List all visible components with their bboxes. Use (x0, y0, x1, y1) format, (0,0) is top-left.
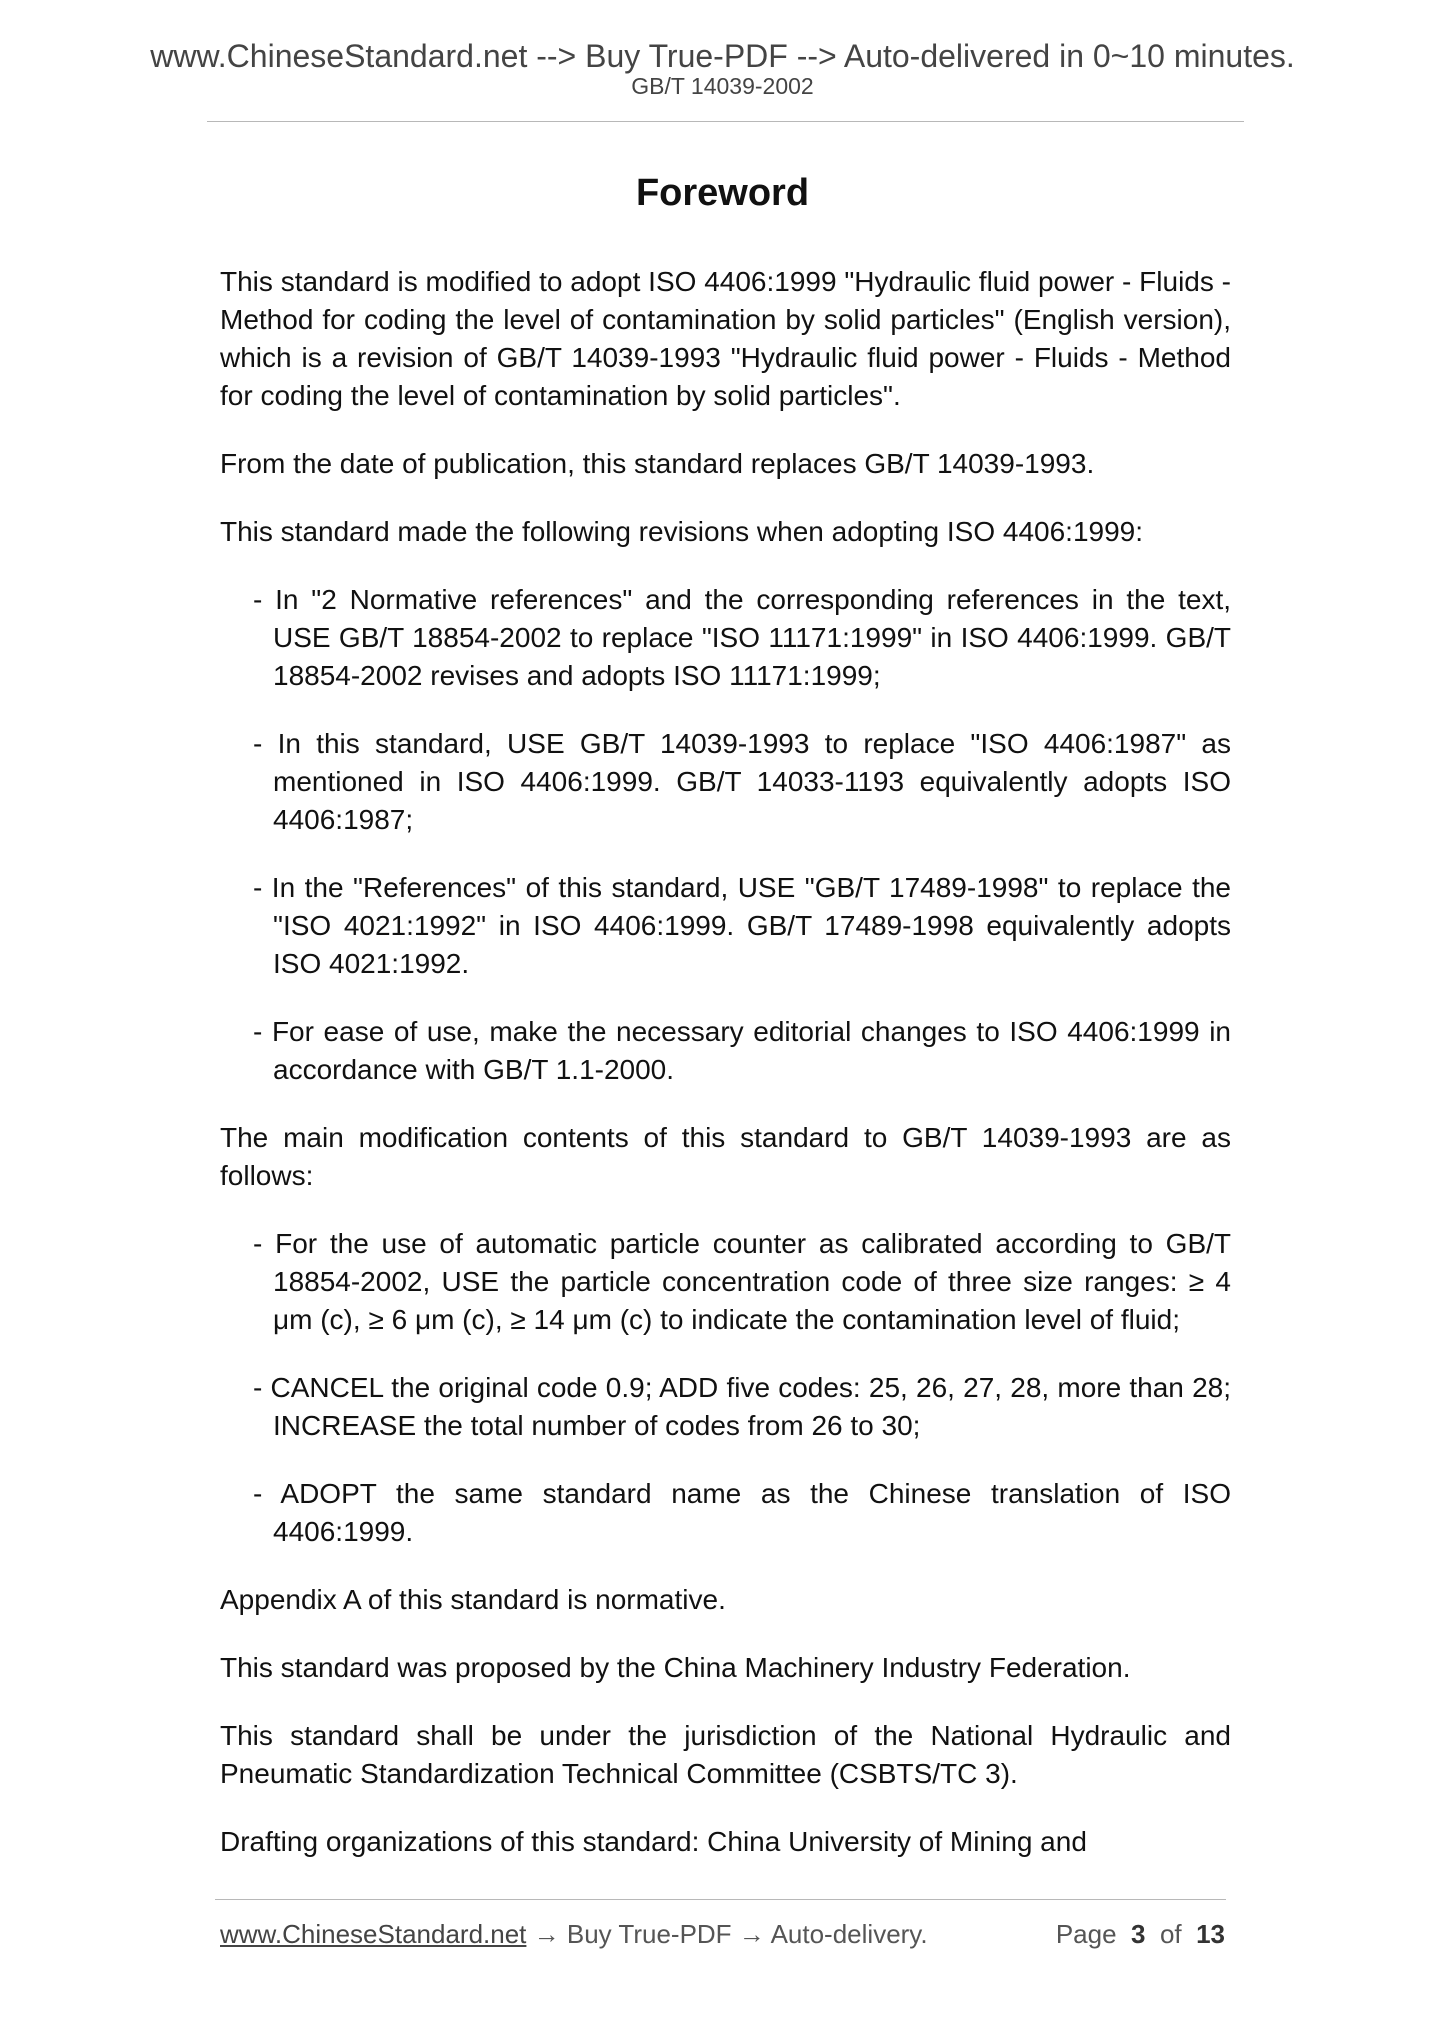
revision-item: - For ease of use, make the necessary editorial changes to ISO 4406:1999 in accordance with GB/T 1.1-2000. (253, 1016, 1231, 1085)
modification-item: - ADOPT the same standard name as the Chinese translation of ISO 4406:1999. (253, 1478, 1231, 1547)
of-label: of (1159, 1919, 1182, 1949)
page-title: Foreword (635, 172, 810, 214)
paragraph-replacement: From the date of publication, this standard replaces GB/T 14039-1993. (220, 448, 1095, 479)
paragraph-revisions-intro: This standard made the following revisions when adopting ISO 4406:1999: (220, 516, 1144, 547)
paragraph-modifications-intro: The main modification contents of this standard to GB/T 14039-1993 are as follows: (220, 1122, 1231, 1191)
revision-item: - In "2 Normative references" and the corresponding references in the text, USE GB/T 18854-2002 to replace "ISO 11171:1999" in ISO 4406:1999. GB/T 18854-2002 revises and adopts ISO 11171:1999; (253, 584, 1231, 691)
footer-tagline: → Buy True-PDF → Auto-delivery. (526, 1919, 928, 1949)
paragraph-drafting-organizations: Drafting organizations of this standard: China University of Mining and (220, 1826, 1087, 1857)
header-banner: www.ChineseStandard.net --> Buy True-PDF --> Auto-delivered in 0~10 minutes. (150, 38, 1295, 74)
revision-item: - In the "References" of this standard, USE "GB/T 17489-1998" to replace the "ISO 4021:1992" in ISO 4406:1999. GB/T 17489-1998 equivalently adopts ISO 4021:1992. (253, 872, 1231, 979)
page-footer (220, 1917, 1225, 1951)
footer-divider (215, 1899, 1226, 1900)
paragraph-jurisdiction: This standard shall be under the jurisdiction of the National Hydraulic and Pneumatic Standardization Technical Committee (CSBTS/TC 3). (220, 1720, 1231, 1789)
document-code: GB/T 14039-2002 (631, 73, 814, 99)
paragraph-appendix: Appendix A of this standard is normative. (220, 1584, 726, 1615)
modification-item: - CANCEL the original code 0.9; ADD five codes: 25, 26, 27, 28, more than 28; INCREASE the total number of codes from 26 to 30; (253, 1372, 1231, 1441)
modification-item: - For the use of automatic particle counter as calibrated according to GB/T 18854-2002, USE the particle concentration code of three size ranges: ≥ 4 μm (c), ≥ 6 μm (c), ≥ 14 μm (c) to indicate the contamination level of fluid; (253, 1228, 1231, 1335)
page-total: 13 (1196, 1919, 1225, 1949)
revision-item: - In this standard, USE GB/T 14039-1993 to replace "ISO 4406:1987" as mentioned in ISO 4406:1999. GB/T 14033-1193 equivalently adopts ISO 4406:1987; (253, 728, 1231, 835)
page-label: Page (1055, 1919, 1117, 1949)
foreword-body (220, 263, 1231, 1891)
page-current: 3 (1131, 1919, 1146, 1949)
paragraph-proposed-by: This standard was proposed by the China Machinery Industry Federation. (220, 1652, 1131, 1683)
footer-site-link[interactable]: www.ChineseStandard.net (220, 1919, 527, 1949)
header-divider (207, 121, 1244, 122)
page-number (1056, 1917, 1225, 1951)
paragraph-adoption: This standard is modified to adopt ISO 4406:1999 "Hydraulic fluid power - Fluids - Method for coding the level of contamination by solid particles" (English version), which is a revision of GB/T 14039-1993 "Hydraulic fluid power - Fluids - Method for coding the level of contamination by solid particles". (220, 266, 1231, 411)
